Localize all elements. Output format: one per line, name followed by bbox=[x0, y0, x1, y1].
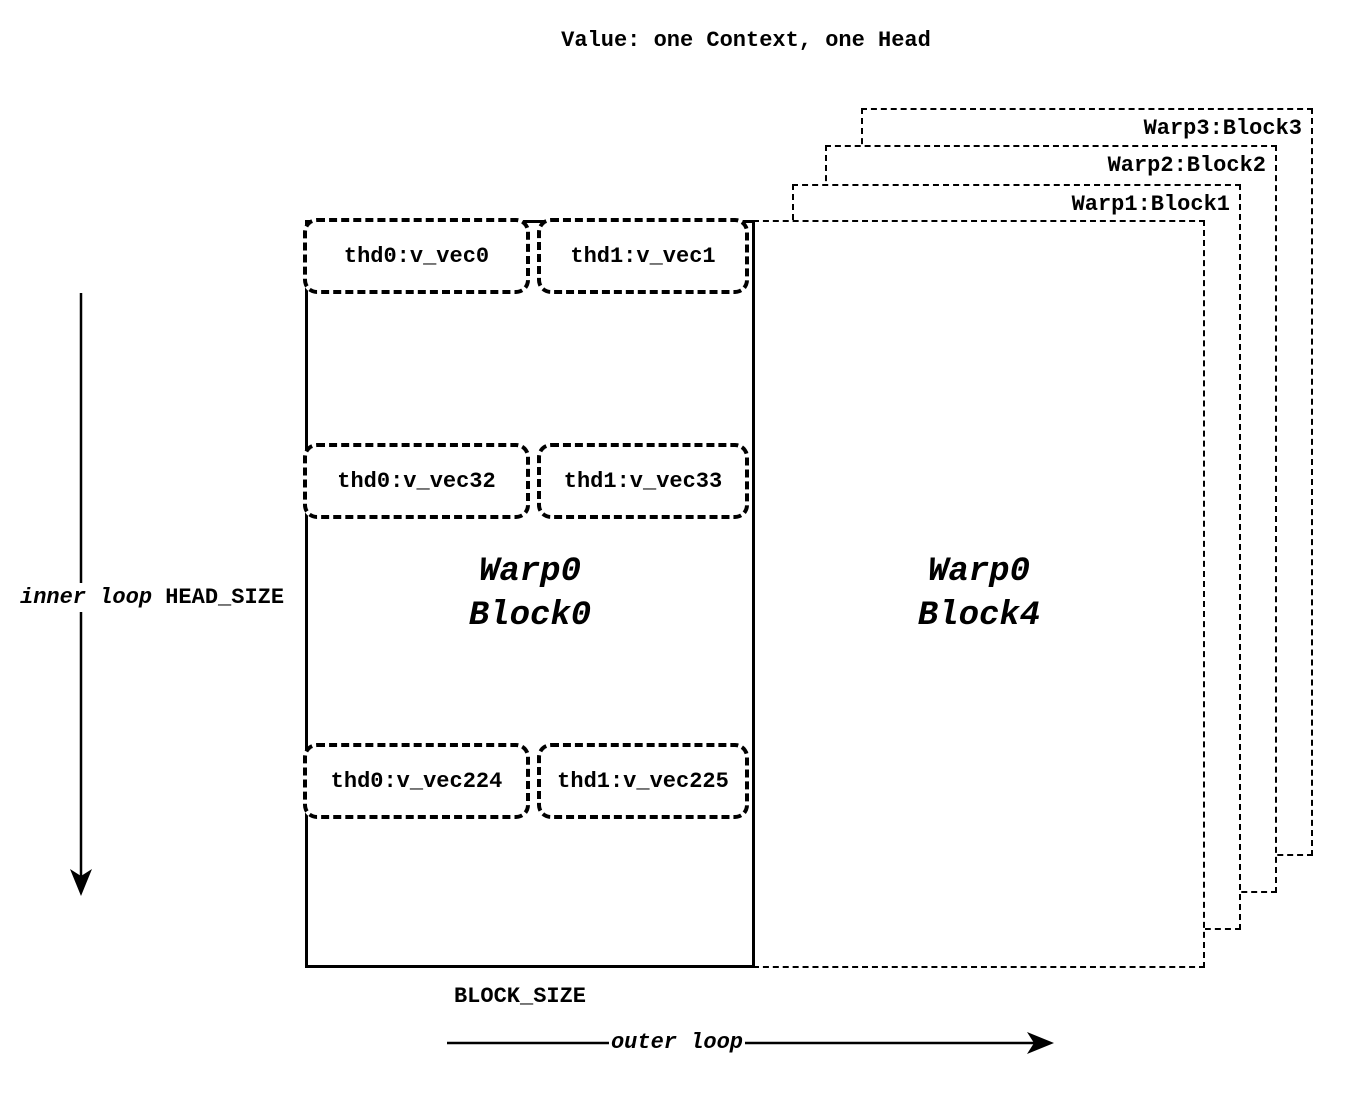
warp2-block2-label: Warp2:Block2 bbox=[1107, 153, 1266, 178]
v-vec224-cell: thd0:v_vec224 bbox=[303, 743, 530, 819]
inner-loop-head-size-label bbox=[20, 583, 284, 612]
warp0-block4-box bbox=[753, 220, 1205, 968]
v-vec0-cell: thd0:v_vec0 bbox=[303, 218, 530, 294]
outer-loop-arrow bbox=[447, 1032, 1054, 1054]
warp0-block0-title bbox=[469, 550, 591, 638]
warp0-block4-line1: Warp0 bbox=[927, 553, 1030, 591]
v-vec32-cell: thd0:v_vec32 bbox=[303, 443, 530, 519]
v-vec1-cell: thd1:v_vec1 bbox=[537, 218, 749, 294]
outer-loop-label: outer loop bbox=[610, 1030, 744, 1055]
warp1-block1-label: Warp1:Block1 bbox=[1071, 192, 1230, 217]
v-vec225-cell: thd1:v_vec225 bbox=[537, 743, 749, 819]
warp0-block4-title bbox=[918, 550, 1040, 638]
block-size-label: BLOCK_SIZE bbox=[453, 984, 587, 1009]
diagram-title: Value: one Context, one Head bbox=[561, 28, 931, 53]
warp0-block4-line2: Block4 bbox=[917, 597, 1041, 635]
v-vec33-cell: thd1:v_vec33 bbox=[537, 443, 749, 519]
warp0-block0-line1: Warp0 bbox=[478, 553, 581, 591]
inner-loop-label: inner loop bbox=[20, 585, 153, 610]
warp0-block0-line2: Block0 bbox=[468, 597, 592, 635]
warp0-block0-box bbox=[305, 220, 755, 968]
head-size-label: HEAD_SIZE bbox=[165, 585, 285, 610]
warp3-block3-label: Warp3:Block3 bbox=[1143, 116, 1302, 141]
